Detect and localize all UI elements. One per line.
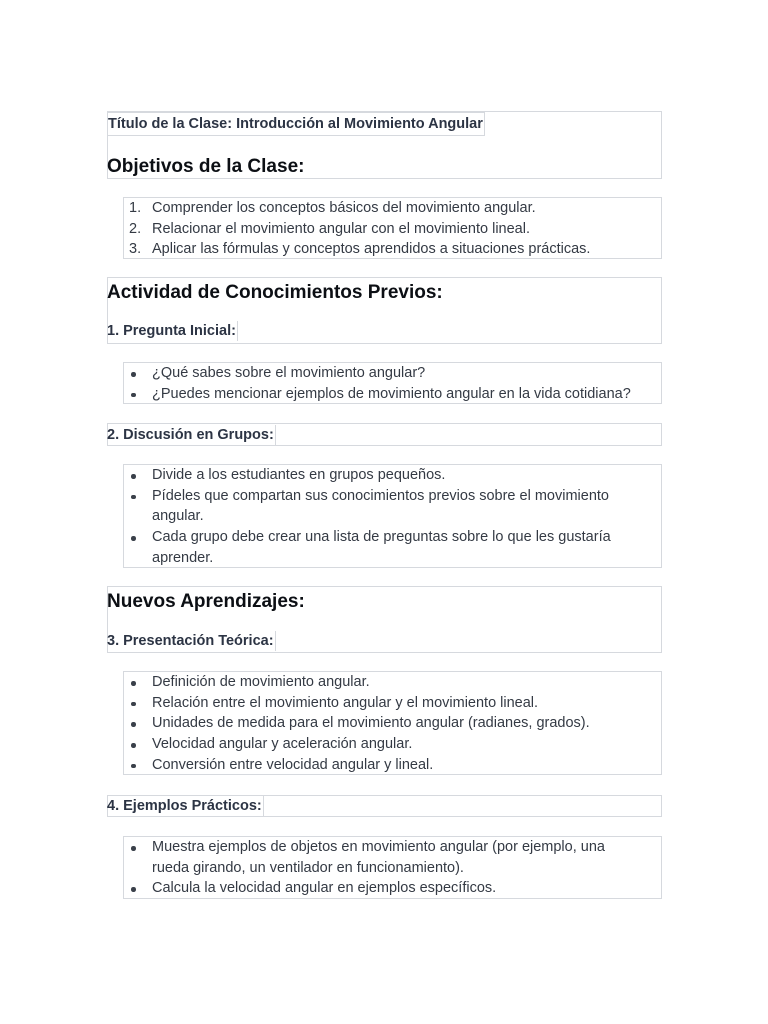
list-item: 2. Relacionar el movimiento angular con el movimiento lineal. (129, 220, 530, 237)
list-item: 3. Aplicar las fórmulas y conceptos aprendidos a situaciones prácticas. (129, 241, 591, 258)
ejemplos-heading: 4. Ejemplos Prácticos: (107, 798, 262, 814)
actividad-heading: Actividad de Conocimientos Previos: (107, 282, 443, 303)
list-item: Definición de movimiento angular. (123, 672, 660, 693)
pregunta-inicial-heading: 1. Pregunta Inicial: (107, 323, 236, 339)
list-item: Conversión entre velocidad angular y lineal. (123, 755, 660, 776)
list-item: Pídeles que compartan sus conocimientos previos sobre el movimiento angular. (123, 486, 633, 527)
objetivos-list (123, 198, 660, 260)
nuevos-heading: Nuevos Aprendizajes: (107, 591, 305, 612)
list-item: Calcula la velocidad angular en ejemplos específicos. (123, 878, 633, 899)
discusion-list (123, 465, 633, 569)
list-item: Relación entre el movimiento angular y el movimiento lineal. (123, 693, 660, 714)
presentacion-heading: 3. Presentación Teórica: (107, 633, 274, 649)
list-item: Muestra ejemplos de objetos en movimiento angular (por ejemplo, una rueda girando, un ventilador en funcionamiento). (123, 837, 633, 878)
ejemplos-list (123, 837, 633, 899)
list-item: Velocidad angular y aceleración angular. (123, 734, 660, 755)
list-item: ¿Qué sabes sobre el movimiento angular? (123, 363, 660, 384)
class-title: Título de la Clase: Introducción al Movimiento Angular (107, 112, 485, 136)
discusion-heading: 2. Discusión en Grupos: (107, 427, 274, 443)
list-item: Cada grupo debe crear una lista de preguntas sobre lo que les gustaría aprender. (123, 527, 633, 568)
list-item: Divide a los estudiantes en grupos pequeños. (123, 465, 633, 486)
list-item: ¿Puedes mencionar ejemplos de movimiento angular en la vida cotidiana? (123, 384, 660, 405)
pregunta-list (123, 363, 660, 404)
list-item: 1. Comprender los conceptos básicos del movimiento angular. (129, 200, 536, 216)
list-item: Unidades de medida para el movimiento angular (radianes, grados). (123, 713, 660, 734)
presentacion-list (123, 672, 660, 776)
objetivos-heading: Objetivos de la Clase: (107, 156, 305, 177)
